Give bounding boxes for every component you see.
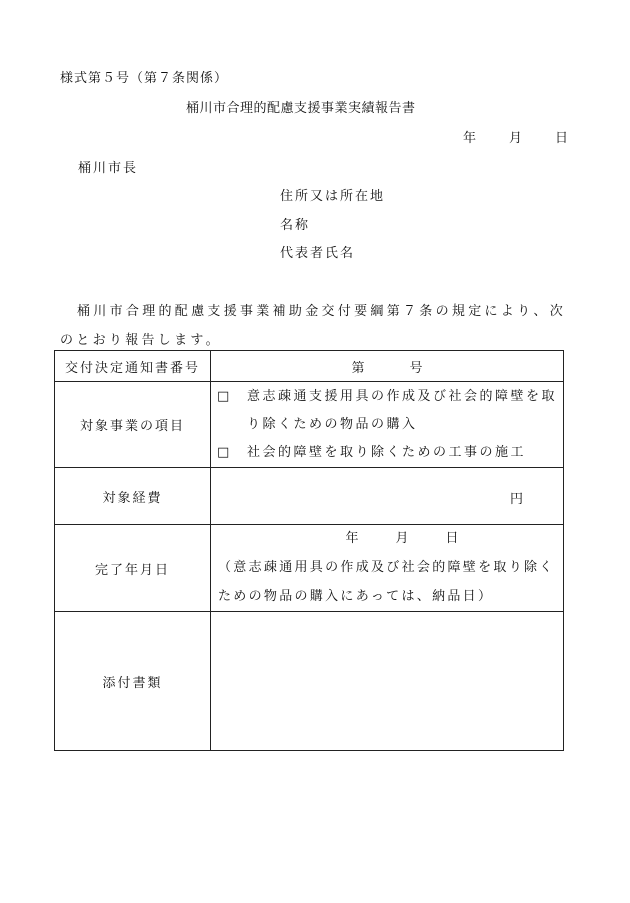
project-items-options	[211, 382, 564, 468]
attachments-field[interactable]	[211, 612, 564, 751]
attachments-label: 添付書類	[55, 612, 211, 751]
report-table	[54, 350, 564, 751]
report-statement	[60, 297, 580, 355]
completion-day-label: 日	[445, 531, 459, 546]
option-purchase-text-line2: り除くための物品の購入	[247, 416, 418, 432]
checkbox-construction[interactable]: □	[217, 444, 230, 460]
applicant-address-label: 住所又は所在地	[280, 189, 386, 204]
date-day-label: 日	[555, 131, 569, 146]
yen-unit: 円	[509, 492, 523, 507]
checkbox-purchase[interactable]: □	[217, 388, 230, 404]
completion-date-slots	[211, 525, 563, 553]
expense-field[interactable]	[211, 468, 564, 525]
option-purchase	[211, 383, 563, 411]
expense-label: 対象経費	[55, 468, 211, 525]
table-row-completion-date	[55, 525, 564, 612]
option-construction	[211, 439, 563, 467]
completion-month-label: 月	[395, 531, 409, 546]
option-purchase-text-line1: 意志疎通支援用具の作成及び社会的障壁を取	[247, 388, 558, 404]
table-row-attachments	[55, 612, 564, 751]
applicant-name-label: 名称	[280, 218, 311, 233]
report-statement-text: 桶川市合理的配慮支援事業補助金交付要綱第７条の規定により、次のとおり報告します。	[60, 304, 567, 348]
applicant-representative-label: 代表者氏名	[280, 246, 356, 261]
completion-date-field[interactable]	[211, 525, 564, 612]
notice-number-prefix: 第	[351, 360, 365, 376]
completion-date-note: （意志疎通用具の作成及び社会的障壁を取り除くための物品の購入にあっては、納品日）	[218, 560, 555, 604]
table-row-expense	[55, 468, 564, 525]
notice-number-field[interactable]	[211, 351, 564, 382]
completion-date-label: 完了年月日	[55, 525, 211, 612]
document-title: 桶川市合理的配慮支援事業実績報告書	[186, 101, 416, 116]
date-month-label: 月	[509, 131, 523, 146]
report-date	[463, 127, 568, 146]
table-row-project-items	[55, 382, 564, 468]
form-number: 様式第５号（第７条関係）	[60, 71, 229, 86]
notice-number-label: 交付決定通知書番号	[55, 351, 211, 382]
project-items-label: 対象事業の項目	[55, 382, 211, 468]
notice-number-suffix: 号	[409, 360, 423, 376]
addressee: 桶川市長	[78, 161, 139, 176]
option-construction-text: 社会的障壁を取り除くための工事の施工	[247, 444, 527, 460]
date-year-label: 年	[463, 131, 477, 146]
completion-year-label: 年	[345, 531, 359, 546]
table-row-notice-number	[55, 351, 564, 382]
